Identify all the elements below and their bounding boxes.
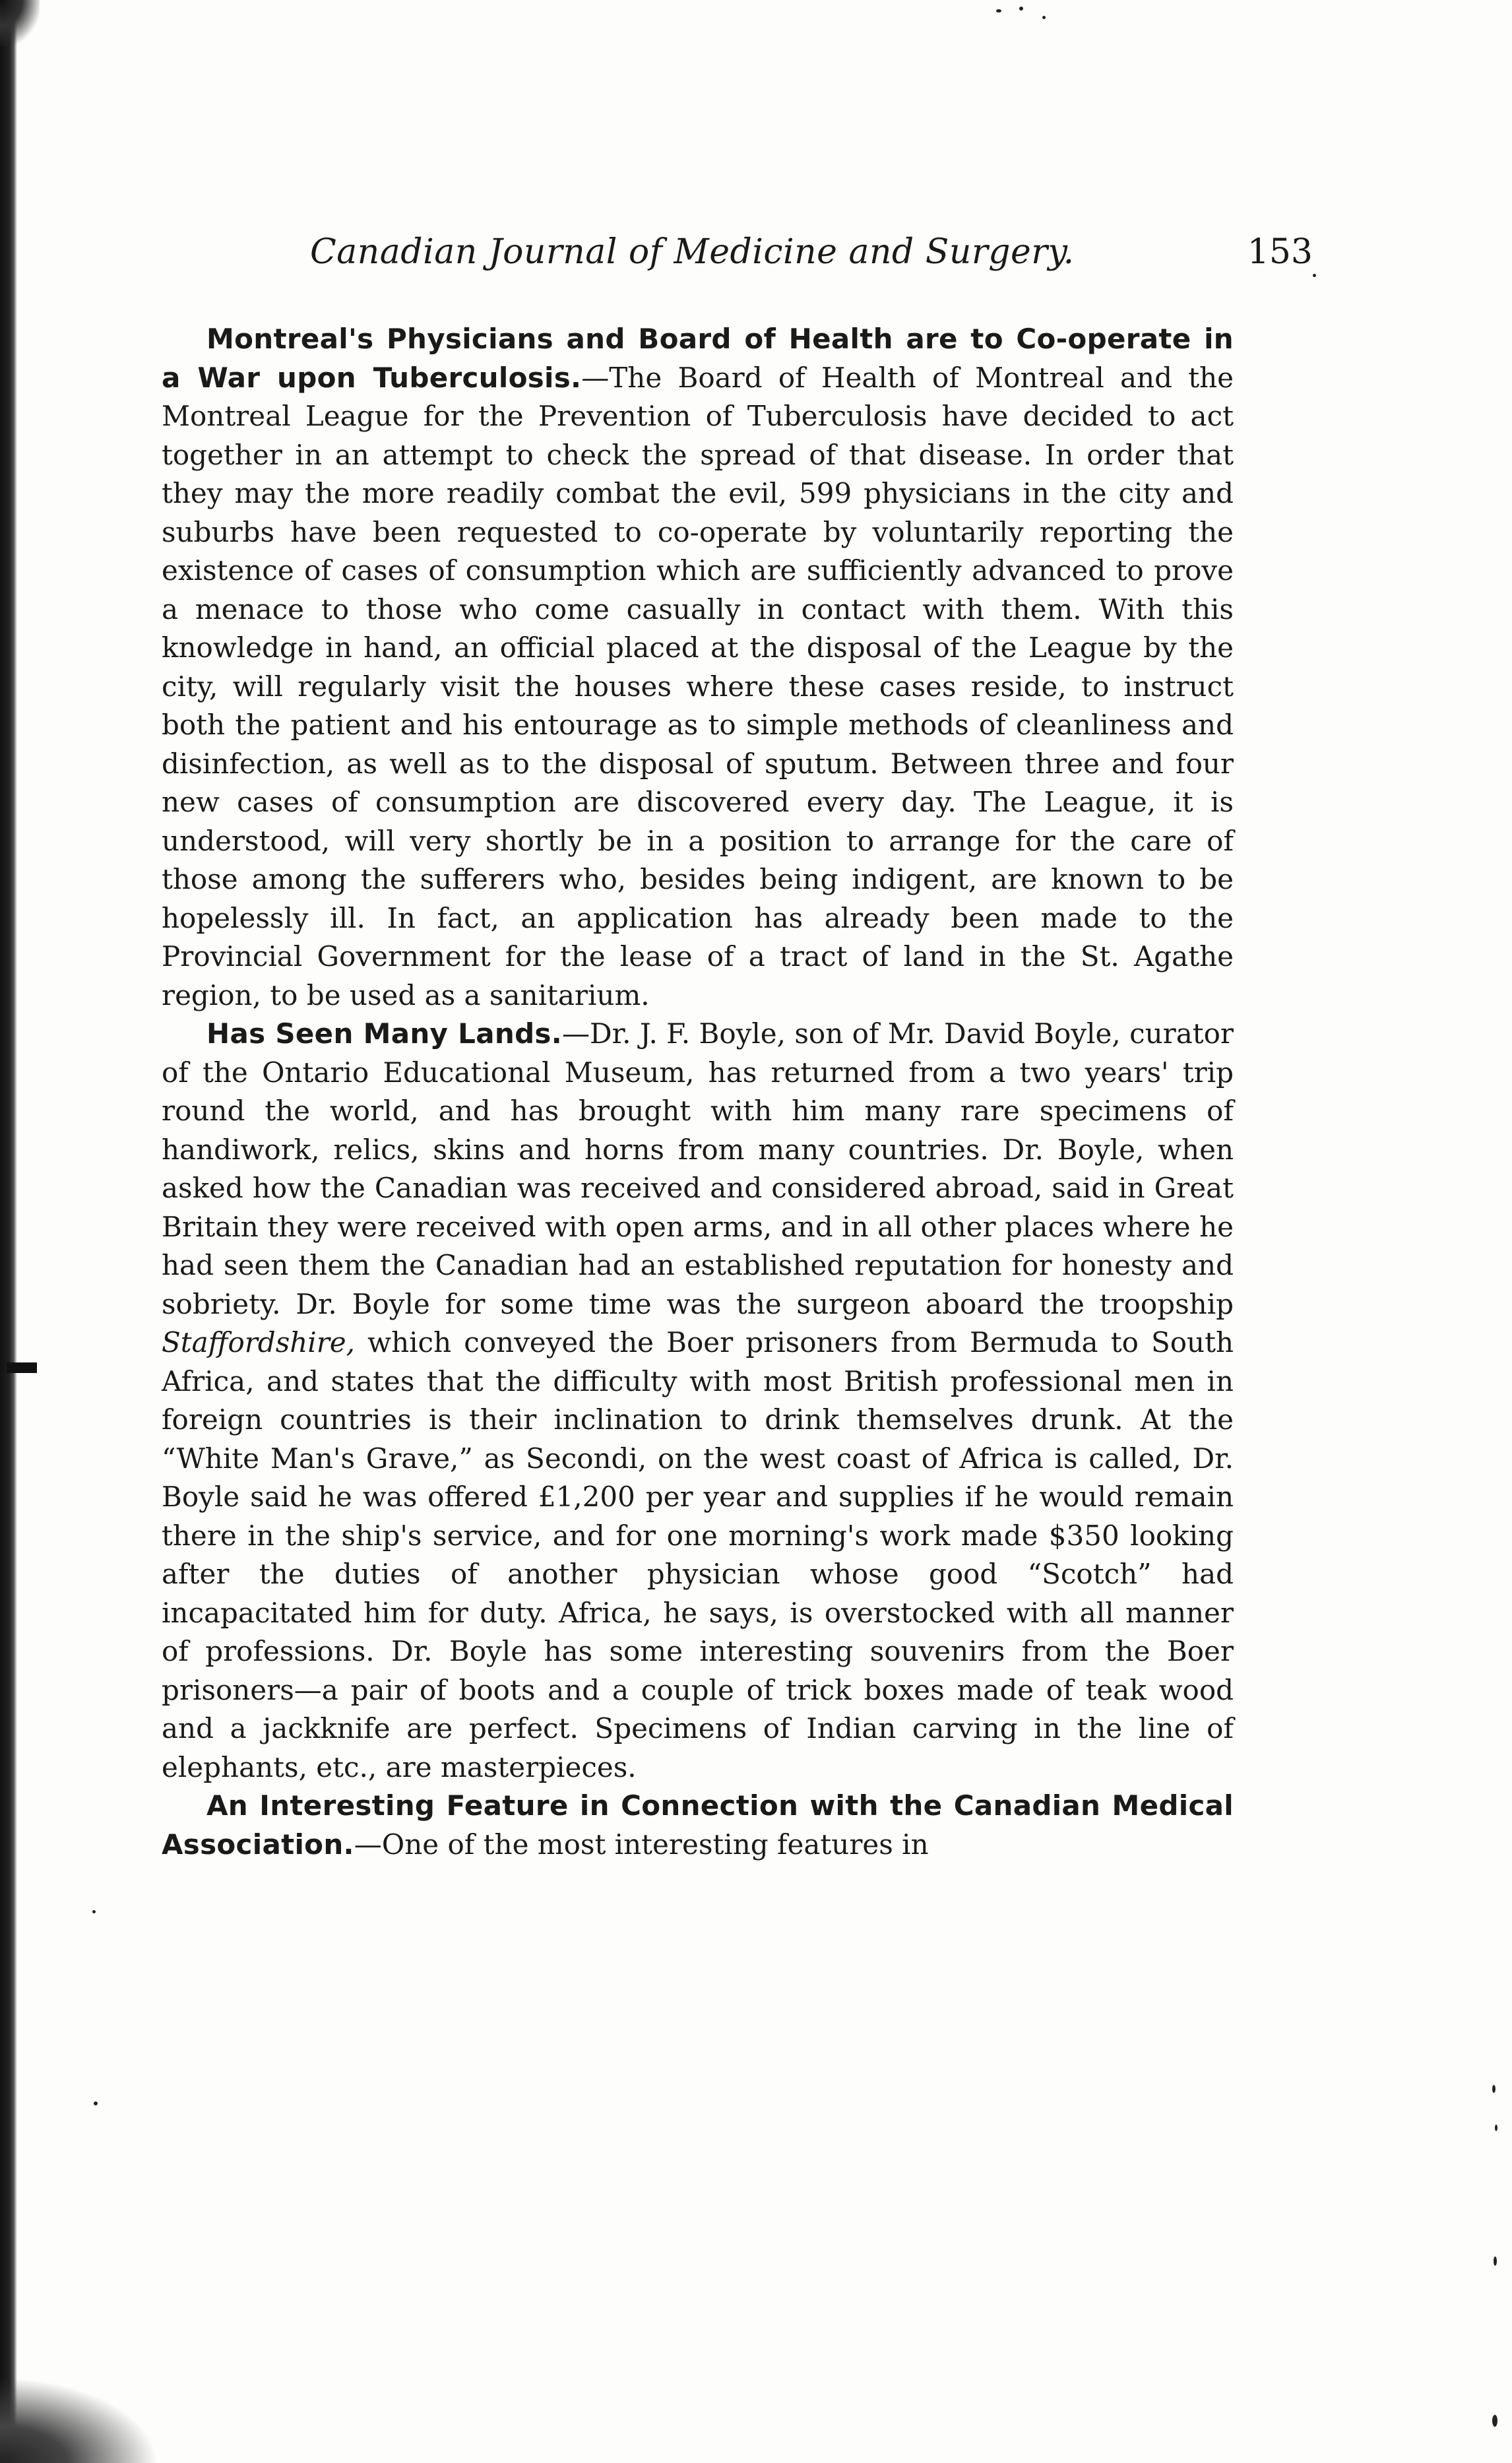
scan-speck xyxy=(92,1910,96,1913)
em-dash: — xyxy=(581,361,610,394)
article-heading: Has Seen Many Lands. xyxy=(206,1017,562,1050)
em-dash: — xyxy=(562,1017,590,1050)
article-has-seen-many-lands xyxy=(162,1015,1234,1787)
article-canadian-medical-association xyxy=(162,1787,1234,1864)
binding-shadow-top xyxy=(0,0,40,46)
scan-speck xyxy=(1313,274,1316,277)
scan-speck xyxy=(94,2101,98,2105)
article-body-continued: which conveyed the Boer prisoners from Bermuda to South Africa, and states that the difficulty with most British professional men in foreign countries is their inclination to drink themselves drunk. At the “White Man's Grave,” as Secondi, on the west coast of Africa is called, Dr. Boyle said he was offered £1,200 per year and supplies if he would remain there in the ship's service, and for one morning's work made $350 looking after the duties of another physician whose good “Scotch” had incapacitated him for duty. Africa, he says, is overstocked with all manner of professions. Dr. Boyle has some interesting souvenirs from the Boer prisoners—a pair of boots and a couple of trick boxes made of teak wood and a jackknife are perfect. Specimens of Indian carving in the line of elephants, etc., are masterpieces. xyxy=(162,1326,1234,1783)
scan-speck xyxy=(1042,16,1046,19)
page-number: 153 xyxy=(1247,232,1313,272)
ship-name: Staffordshire, xyxy=(162,1326,356,1359)
article-montreal-tuberculosis xyxy=(162,320,1234,1015)
binding-shadow-bottom xyxy=(0,2377,158,2463)
binding-mark xyxy=(7,1362,37,1373)
scan-speck xyxy=(1492,2085,1496,2093)
binding-shadow xyxy=(0,0,17,2463)
running-head xyxy=(310,232,1313,278)
scan-speck xyxy=(1494,2256,1497,2266)
journal-title: Canadian Journal of Medicine and Surgery. xyxy=(310,232,1075,272)
article-column xyxy=(162,320,1234,1864)
em-dash: — xyxy=(354,1828,382,1861)
scan-speck xyxy=(1492,2415,1497,2427)
scan-speck xyxy=(1019,7,1023,11)
scan-speck xyxy=(996,9,1001,13)
article-body: The Board of Health of Montreal and the Montreal League for the Prevention of Tuberculosis have decided to act together in an attempt to check the spread of that disease. In order that they may the more readily combat the evil, 599 physicians in the city and suburbs have been requested to co-operate by voluntarily reporting the existence of cases of consumption which are sufficiently advanced to prove a menace to those who come casually in contact with them. With this knowledge in hand, an official placed at the disposal of the League by the city, will regularly visit the houses where these cases reside, to instruct both the patient and his entourage as to simple methods of cleanliness and disinfection, as well as to the disposal of sputum. Between three and four new cases of consumption are discovered every day. The League, it is understood, will very shortly be in a position to arrange for the care of those among the sufferers who, besides being indigent, are known to be hopelessly ill. In fact, an application has already been made to the Provincial Government for the lease of a tract of land in the St. Agathe region, to be used as a sanitarium. xyxy=(162,361,1234,1011)
article-heading: Montreal's Physicians and Board of Health are to Co-operate in a War upon Tuberculosis. xyxy=(162,323,1234,394)
article-heading: An Interesting Feature in Connection with the Canadian Medical Association. xyxy=(162,1789,1234,1861)
article-body: Dr. J. F. Boyle, son of Mr. David Boyle, curator of the Ontario Educational Museum, has returned from a two years' trip round the world, and has brought with him many rare specimens of handiwork, relics, skins and horns from many countries. Dr. Boyle, when asked how the Canadian was received and considered abroad, said in Great Britain they were received with open arms, and in all other places where he had seen them the Canadian had an established reputation for honesty and sobriety. Dr. Boyle for some time was the surgeon aboard the troopship xyxy=(162,1017,1234,1320)
scan-speck xyxy=(1495,2125,1497,2131)
article-body: One of the most interesting features in xyxy=(381,1828,929,1861)
